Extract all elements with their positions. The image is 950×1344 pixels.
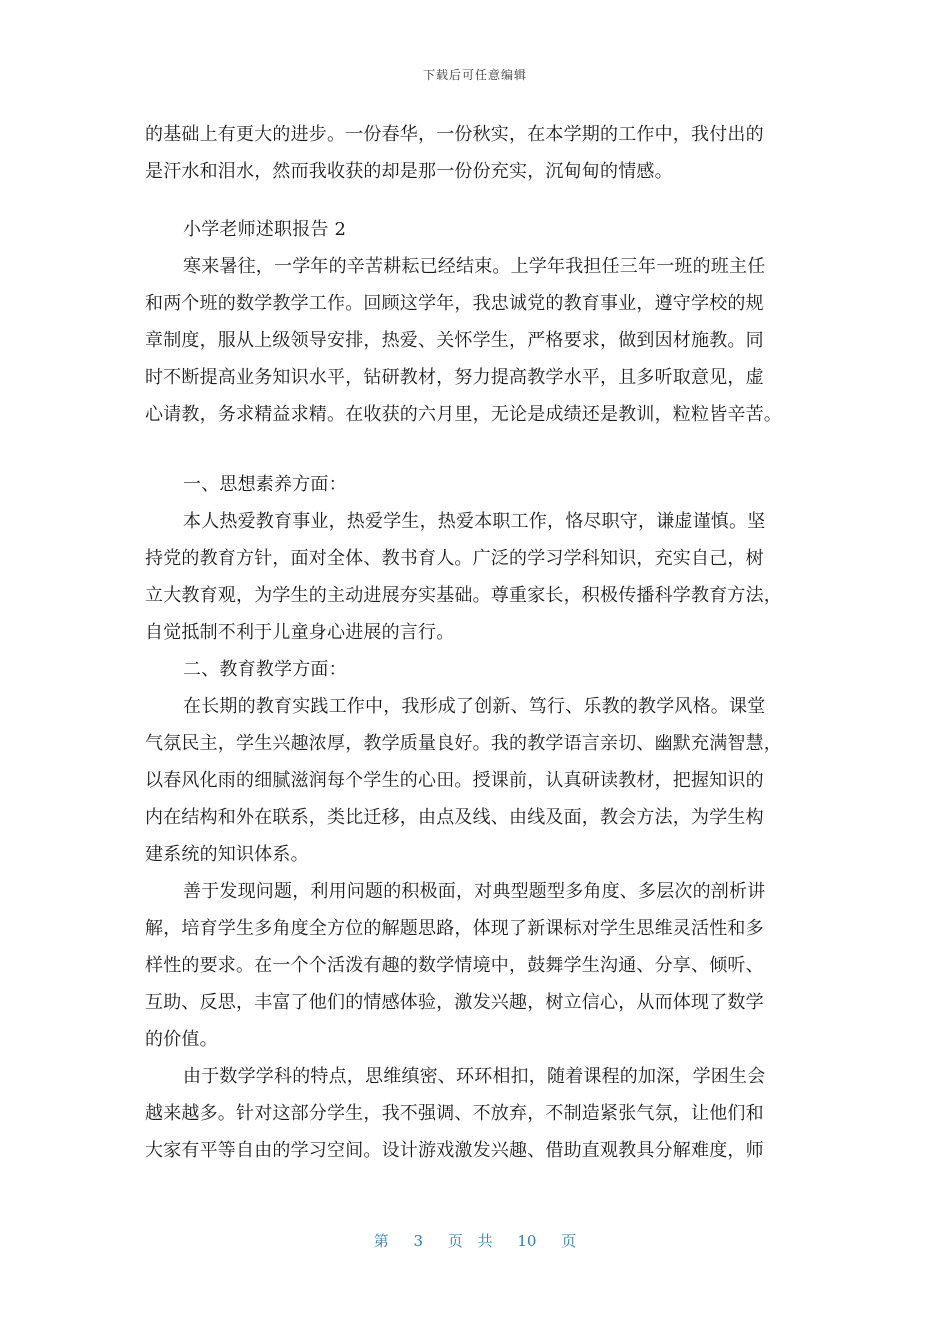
document-body: [145, 116, 805, 1169]
paragraph-line: 立大教育观，为学生的主动进展夯实基础。尊重家长，积极传播科学教育方法，: [145, 585, 782, 606]
spacer: [145, 433, 805, 466]
section-heading: 二、教育教学方面：: [183, 659, 347, 680]
section-title: 小学老师述职报告 2: [183, 219, 347, 240]
paragraph-line: 互助、反思，丰富了他们的情感体验，激发兴趣，树立信心，从而体现了数学: [145, 992, 764, 1013]
paragraph-line: 解，培育学生多角度全方位的解题思路，体现了新课标对学生思维灵活性和多: [145, 918, 764, 939]
paragraph-line: 内在结构和外在联系，类比迁移，由点及线、由线及面，教会方法，为学生构: [145, 807, 764, 828]
section-heading: 一、思想素养方面：: [183, 474, 347, 495]
paragraph-line: 自觉抵制不利于儿童身心进展的言行。: [145, 622, 455, 643]
paragraph-line: 本人热爱教育事业，热爱学生，热爱本职工作，恪尽职守，谦虚谨慎。坚: [183, 511, 766, 532]
page-total: 10: [517, 1232, 537, 1250]
page-label-middle: 页 共: [447, 1232, 493, 1250]
page-footer: [0, 1230, 950, 1251]
paragraph-line: 章制度，服从上级领导安排，热爱、关怀学生，严格要求，做到因材施教。同: [145, 330, 764, 351]
header-note: 下载后可任意编辑: [422, 68, 527, 82]
paragraph-line: 的价值。: [145, 1029, 218, 1050]
paragraph-line: 以春风化雨的细腻滋润每个学生的心田。授课前，认真研读教材，把握知识的: [145, 770, 764, 791]
page-label-prefix: 第: [373, 1232, 389, 1250]
paragraph-line: 样性的要求。在一个个活泼有趣的数学情境中，鼓舞学生沟通、分享、倾听、: [145, 955, 764, 976]
paragraph-line: 建系统的知识体系。: [145, 844, 309, 865]
paragraph-line: 持党的教育方针，面对全体、教书育人。广泛的学习学科知识，充实自己，树: [145, 548, 764, 569]
paragraph-line: 寒来暑往，一学年的辛苦耕耘已经结束。上学年我担任三年一班的班主任: [183, 256, 766, 277]
paragraph-line: 的基础上有更大的进步。一份春华，一份秋实，在本学期的工作中，我付出的: [145, 124, 764, 145]
paragraph-line: 心请教，务求精益求精。在收获的六月里，无论是成绩还是教训，粒粒皆辛苦。: [145, 404, 782, 425]
spacer: [145, 190, 805, 211]
page-current: 3: [413, 1232, 424, 1250]
paragraph-line: 善于发现问题，利用问题的积极面，对典型题型多角度、多层次的剖析讲: [183, 881, 766, 902]
paragraph-line: 大家有平等自由的学习空间。设计游戏激发兴趣、借助直观教具分解难度，师: [145, 1140, 764, 1161]
paragraph-line: 由于数学学科的特点，思维缜密、环环相扣，随着课程的加深，学困生会: [183, 1066, 766, 1087]
paragraph-line: 在长期的教育实践工作中，我形成了创新、笃行、乐教的教学风格。课堂: [183, 696, 766, 717]
paragraph-line: 越来越多。针对这部分学生，我不强调、不放弃，不制造紧张气氛，让他们和: [145, 1103, 764, 1124]
page-label-suffix: 页: [561, 1232, 577, 1250]
paragraph-line: 时不断提高业务知识水平，钻研教材，努力提高教学水平，且多听取意见，虚: [145, 367, 764, 388]
paragraph-line: 气氛民主，学生兴趣浓厚，教学质量良好。我的教学语言亲切、幽默充满智慧，: [145, 733, 782, 754]
paragraph-line: 和两个班的数学教学工作。回顾这学年，我忠诚党的教育事业，遵守学校的规: [145, 293, 764, 314]
paragraph-line: 是汗水和泪水，然而我收获的却是那一份份充实，沉甸甸的情感。: [145, 161, 673, 182]
